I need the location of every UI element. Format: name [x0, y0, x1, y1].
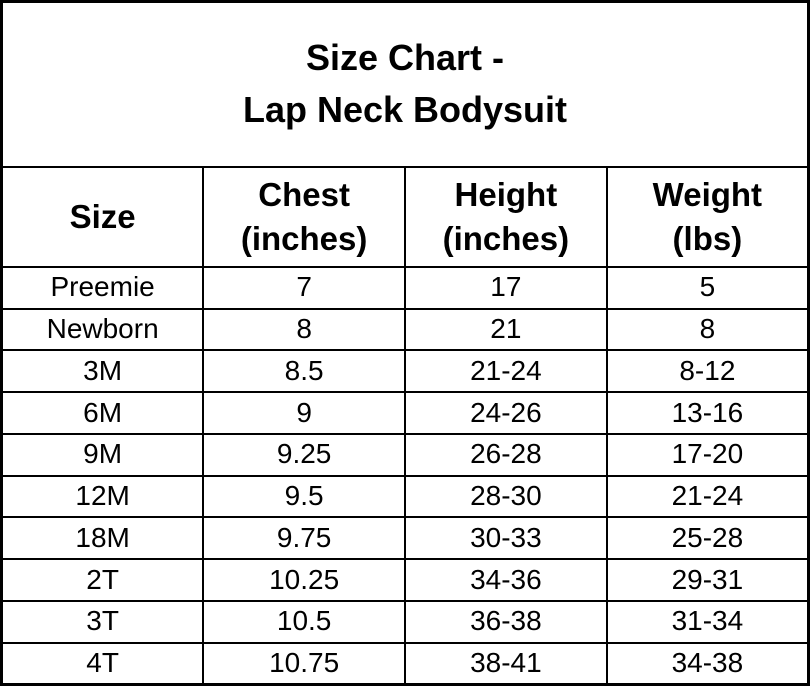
- column-header-weight-sub: (lbs): [672, 219, 743, 257]
- cell-chest: 8.5: [203, 350, 405, 392]
- title-row: [2, 2, 809, 167]
- column-header-chest: [203, 167, 405, 267]
- cell-chest: 9.75: [203, 517, 405, 559]
- cell-weight: 29-31: [607, 559, 809, 601]
- cell-size: Newborn: [2, 309, 204, 351]
- column-header-weight-label: Weight: [652, 175, 763, 213]
- table-row: [2, 601, 809, 643]
- cell-size: 4T: [2, 643, 204, 685]
- cell-height: 38-41: [405, 643, 607, 685]
- cell-size: 3M: [2, 350, 204, 392]
- cell-height: 17: [405, 267, 607, 309]
- cell-height: 30-33: [405, 517, 607, 559]
- cell-weight: 25-28: [607, 517, 809, 559]
- cell-height: 26-28: [405, 434, 607, 476]
- column-header-weight: [607, 167, 809, 267]
- table-row: [2, 392, 809, 434]
- cell-chest: 10.75: [203, 643, 405, 685]
- cell-size: 12M: [2, 476, 204, 518]
- cell-weight: 34-38: [607, 643, 809, 685]
- table-row: [2, 559, 809, 601]
- cell-chest: 9.25: [203, 434, 405, 476]
- chart-title-line1: Size Chart -: [305, 37, 505, 79]
- column-header-height: [405, 167, 607, 267]
- cell-height: 21-24: [405, 350, 607, 392]
- table-row: [2, 434, 809, 476]
- column-header-size: [2, 167, 204, 267]
- table-row: [2, 476, 809, 518]
- cell-chest: 10.25: [203, 559, 405, 601]
- table-row: [2, 267, 809, 309]
- cell-weight: 21-24: [607, 476, 809, 518]
- table-row: [2, 643, 809, 685]
- table-header-row: [2, 167, 809, 267]
- column-header-chest-label: Chest: [258, 175, 350, 213]
- cell-size: 2T: [2, 559, 204, 601]
- cell-chest: 10.5: [203, 601, 405, 643]
- cell-size: 18M: [2, 517, 204, 559]
- cell-weight: 31-34: [607, 601, 809, 643]
- chart-title-line2: Lap Neck Bodysuit: [242, 89, 568, 131]
- cell-weight: 13-16: [607, 392, 809, 434]
- column-header-size-label: Size: [69, 197, 136, 235]
- cell-size: 6M: [2, 392, 204, 434]
- table-row: [2, 350, 809, 392]
- cell-weight: 8: [607, 309, 809, 351]
- cell-weight: 5: [607, 267, 809, 309]
- cell-size: 9M: [2, 434, 204, 476]
- table-row: [2, 517, 809, 559]
- cell-height: 34-36: [405, 559, 607, 601]
- cell-size: Preemie: [2, 267, 204, 309]
- cell-height: 36-38: [405, 601, 607, 643]
- chart-title: [2, 2, 809, 167]
- cell-chest: 9.5: [203, 476, 405, 518]
- cell-height: 28-30: [405, 476, 607, 518]
- column-header-chest-sub: (inches): [240, 219, 368, 257]
- table-row: [2, 309, 809, 351]
- cell-weight: 8-12: [607, 350, 809, 392]
- column-header-height-label: Height: [454, 175, 558, 213]
- cell-height: 21: [405, 309, 607, 351]
- cell-height: 24-26: [405, 392, 607, 434]
- cell-chest: 8: [203, 309, 405, 351]
- column-header-height-sub: (inches): [442, 219, 570, 257]
- cell-chest: 7: [203, 267, 405, 309]
- cell-weight: 17-20: [607, 434, 809, 476]
- cell-size: 3T: [2, 601, 204, 643]
- cell-chest: 9: [203, 392, 405, 434]
